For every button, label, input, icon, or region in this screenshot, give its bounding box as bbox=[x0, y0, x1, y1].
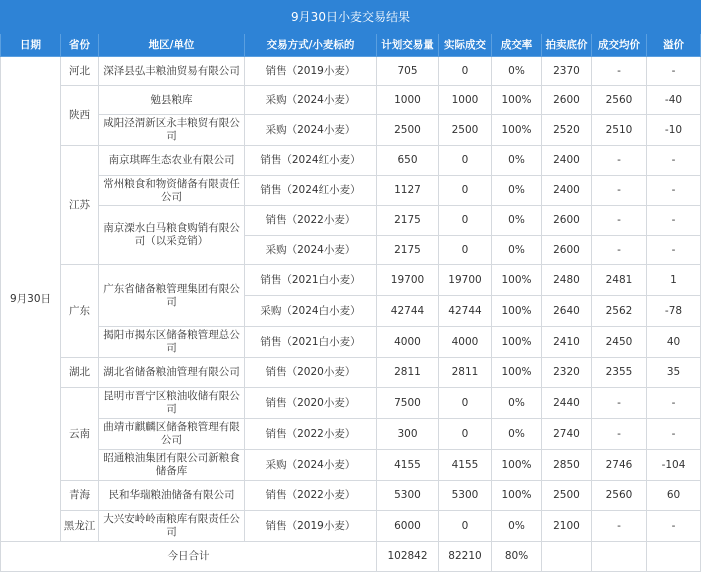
unit-cell: 大兴安岭岭南粮库有限责任公司 bbox=[99, 511, 245, 542]
table-title: 9月30日小麦交易结果 bbox=[1, 1, 701, 34]
avg-cell: 2746 bbox=[592, 450, 647, 481]
rate-cell: 100% bbox=[492, 265, 542, 296]
method-cell: 采购（2024小麦） bbox=[245, 450, 377, 481]
table-row bbox=[1, 511, 701, 542]
plan-cell: 2811 bbox=[377, 358, 439, 388]
plan-cell: 7500 bbox=[377, 388, 439, 419]
unit-cell: 南京溧水白马粮食购销有限公司（以采竞销） bbox=[99, 206, 245, 265]
avg-cell: 2562 bbox=[592, 296, 647, 327]
avg-cell: - bbox=[592, 206, 647, 236]
premium-cell: 35 bbox=[647, 358, 701, 388]
avg-cell: - bbox=[592, 57, 647, 86]
plan-cell: 2175 bbox=[377, 206, 439, 236]
header-date: 日期 bbox=[1, 34, 61, 57]
floor-cell: 2370 bbox=[542, 57, 592, 86]
premium-cell: 1 bbox=[647, 265, 701, 296]
actual-cell: 42744 bbox=[439, 296, 492, 327]
method-cell: 销售（2024红小麦） bbox=[245, 146, 377, 176]
method-cell: 采购（2024小麦） bbox=[245, 86, 377, 115]
unit-cell: 曲靖市麒麟区储备粮管理有限公司 bbox=[99, 419, 245, 450]
premium-cell: - bbox=[647, 388, 701, 419]
header-row bbox=[1, 34, 701, 57]
total-plan: 102842 bbox=[377, 542, 439, 572]
unit-cell: 勉县粮库 bbox=[99, 86, 245, 115]
province-cell: 河北 bbox=[61, 57, 99, 86]
header-unit: 地区/单位 bbox=[99, 34, 245, 57]
unit-cell: 咸阳泾渭新区永丰粮贸有限公司 bbox=[99, 115, 245, 146]
floor-cell: 2600 bbox=[542, 86, 592, 115]
table-row bbox=[1, 327, 701, 358]
actual-cell: 4000 bbox=[439, 327, 492, 358]
total-empty bbox=[542, 542, 592, 572]
method-cell: 销售（2021白小麦） bbox=[245, 327, 377, 358]
floor-cell: 2400 bbox=[542, 176, 592, 206]
avg-cell: 2450 bbox=[592, 327, 647, 358]
rate-cell: 100% bbox=[492, 115, 542, 146]
total-rate: 80% bbox=[492, 542, 542, 572]
floor-cell: 2640 bbox=[542, 296, 592, 327]
unit-cell: 广东省储备粮管理集团有限公司 bbox=[99, 265, 245, 327]
floor-cell: 2600 bbox=[542, 236, 592, 265]
actual-cell: 0 bbox=[439, 57, 492, 86]
floor-cell: 2100 bbox=[542, 511, 592, 542]
rate-cell: 0% bbox=[492, 57, 542, 86]
rate-cell: 0% bbox=[492, 388, 542, 419]
actual-cell: 4155 bbox=[439, 450, 492, 481]
method-cell: 销售（2021白小麦） bbox=[245, 265, 377, 296]
title-row bbox=[1, 1, 701, 34]
table-row bbox=[1, 86, 701, 115]
plan-cell: 300 bbox=[377, 419, 439, 450]
plan-cell: 4000 bbox=[377, 327, 439, 358]
avg-cell: - bbox=[592, 511, 647, 542]
actual-cell: 0 bbox=[439, 388, 492, 419]
avg-cell: - bbox=[592, 388, 647, 419]
province-cell: 广东 bbox=[61, 265, 99, 358]
floor-cell: 2410 bbox=[542, 327, 592, 358]
premium-cell: -104 bbox=[647, 450, 701, 481]
rate-cell: 0% bbox=[492, 419, 542, 450]
header-floor: 拍卖底价 bbox=[542, 34, 592, 57]
avg-cell: - bbox=[592, 146, 647, 176]
premium-cell: -40 bbox=[647, 86, 701, 115]
floor-cell: 2850 bbox=[542, 450, 592, 481]
method-cell: 销售（2022小麦） bbox=[245, 419, 377, 450]
province-cell: 青海 bbox=[61, 481, 99, 511]
unit-cell: 湖北省储备粮油管理有限公司 bbox=[99, 358, 245, 388]
total-empty bbox=[647, 542, 701, 572]
header-plan: 计划交易量 bbox=[377, 34, 439, 57]
avg-cell: 2481 bbox=[592, 265, 647, 296]
avg-cell: 2560 bbox=[592, 86, 647, 115]
plan-cell: 2500 bbox=[377, 115, 439, 146]
unit-cell: 昭通粮油集团有限公司新粮食储备库 bbox=[99, 450, 245, 481]
province-cell: 云南 bbox=[61, 388, 99, 481]
province-cell: 陕西 bbox=[61, 86, 99, 146]
actual-cell: 0 bbox=[439, 176, 492, 206]
floor-cell: 2480 bbox=[542, 265, 592, 296]
total-actual: 82210 bbox=[439, 542, 492, 572]
avg-cell: 2560 bbox=[592, 481, 647, 511]
header-avg: 成交均价 bbox=[592, 34, 647, 57]
method-cell: 销售（2020小麦） bbox=[245, 388, 377, 419]
avg-cell: - bbox=[592, 176, 647, 206]
method-cell: 销售（2020小麦） bbox=[245, 358, 377, 388]
plan-cell: 705 bbox=[377, 57, 439, 86]
header-rate: 成交率 bbox=[492, 34, 542, 57]
header-province: 省份 bbox=[61, 34, 99, 57]
table-row bbox=[1, 206, 701, 236]
floor-cell: 2440 bbox=[542, 388, 592, 419]
premium-cell: -10 bbox=[647, 115, 701, 146]
province-cell: 江苏 bbox=[61, 146, 99, 265]
avg-cell: 2510 bbox=[592, 115, 647, 146]
table-row bbox=[1, 146, 701, 176]
actual-cell: 2500 bbox=[439, 115, 492, 146]
unit-cell: 昆明市晋宁区粮油收储有限公司 bbox=[99, 388, 245, 419]
method-cell: 采购（2024小麦） bbox=[245, 236, 377, 265]
method-cell: 销售（2019小麦） bbox=[245, 511, 377, 542]
province-cell: 黑龙江 bbox=[61, 511, 99, 542]
floor-cell: 2600 bbox=[542, 206, 592, 236]
unit-cell: 常州粮食和物资储备有限责任公司 bbox=[99, 176, 245, 206]
rate-cell: 0% bbox=[492, 511, 542, 542]
avg-cell: - bbox=[592, 236, 647, 265]
rate-cell: 100% bbox=[492, 86, 542, 115]
province-cell: 湖北 bbox=[61, 358, 99, 388]
rate-cell: 0% bbox=[492, 236, 542, 265]
actual-cell: 0 bbox=[439, 146, 492, 176]
premium-cell: - bbox=[647, 176, 701, 206]
plan-cell: 1127 bbox=[377, 176, 439, 206]
actual-cell: 0 bbox=[439, 236, 492, 265]
method-cell: 采购（2024白小麦） bbox=[245, 296, 377, 327]
unit-cell: 民和华瑞粮油储备有限公司 bbox=[99, 481, 245, 511]
unit-cell: 深泽县弘丰粮油贸易有限公司 bbox=[99, 57, 245, 86]
premium-cell: - bbox=[647, 511, 701, 542]
avg-cell: - bbox=[592, 419, 647, 450]
premium-cell: - bbox=[647, 57, 701, 86]
unit-cell: 揭阳市揭东区储备粮管理总公司 bbox=[99, 327, 245, 358]
premium-cell: - bbox=[647, 206, 701, 236]
method-cell: 采购（2024小麦） bbox=[245, 115, 377, 146]
actual-cell: 0 bbox=[439, 419, 492, 450]
plan-cell: 42744 bbox=[377, 296, 439, 327]
rate-cell: 0% bbox=[492, 146, 542, 176]
method-cell: 销售（2019小麦） bbox=[245, 57, 377, 86]
unit-cell: 南京琪晖生态农业有限公司 bbox=[99, 146, 245, 176]
premium-cell: 40 bbox=[647, 327, 701, 358]
plan-cell: 2175 bbox=[377, 236, 439, 265]
plan-cell: 6000 bbox=[377, 511, 439, 542]
actual-cell: 1000 bbox=[439, 86, 492, 115]
floor-cell: 2500 bbox=[542, 481, 592, 511]
table-row bbox=[1, 358, 701, 388]
table-row bbox=[1, 176, 701, 206]
rate-cell: 100% bbox=[492, 327, 542, 358]
rate-cell: 100% bbox=[492, 481, 542, 511]
premium-cell: - bbox=[647, 236, 701, 265]
rate-cell: 0% bbox=[492, 206, 542, 236]
method-cell: 销售（2024红小麦） bbox=[245, 176, 377, 206]
avg-cell: 2355 bbox=[592, 358, 647, 388]
floor-cell: 2740 bbox=[542, 419, 592, 450]
table-row bbox=[1, 265, 701, 296]
actual-cell: 5300 bbox=[439, 481, 492, 511]
header-actual: 实际成交 bbox=[439, 34, 492, 57]
date-cell: 9月30日 bbox=[1, 57, 61, 542]
premium-cell: - bbox=[647, 419, 701, 450]
actual-cell: 2811 bbox=[439, 358, 492, 388]
premium-cell: 60 bbox=[647, 481, 701, 511]
actual-cell: 0 bbox=[439, 206, 492, 236]
premium-cell: - bbox=[647, 146, 701, 176]
floor-cell: 2320 bbox=[542, 358, 592, 388]
plan-cell: 1000 bbox=[377, 86, 439, 115]
table-row bbox=[1, 388, 701, 419]
floor-cell: 2400 bbox=[542, 146, 592, 176]
table-row bbox=[1, 419, 701, 450]
rate-cell: 100% bbox=[492, 358, 542, 388]
rate-cell: 100% bbox=[492, 296, 542, 327]
header-premium: 溢价 bbox=[647, 34, 701, 57]
total-label: 今日合计 bbox=[1, 542, 377, 572]
total-empty bbox=[592, 542, 647, 572]
plan-cell: 5300 bbox=[377, 481, 439, 511]
table-row bbox=[1, 115, 701, 146]
table-row bbox=[1, 450, 701, 481]
floor-cell: 2520 bbox=[542, 115, 592, 146]
table-row bbox=[1, 57, 701, 86]
header-method: 交易方式/小麦标的 bbox=[245, 34, 377, 57]
table-row bbox=[1, 481, 701, 511]
premium-cell: -78 bbox=[647, 296, 701, 327]
plan-cell: 19700 bbox=[377, 265, 439, 296]
plan-cell: 4155 bbox=[377, 450, 439, 481]
total-row bbox=[1, 542, 701, 572]
rate-cell: 100% bbox=[492, 450, 542, 481]
actual-cell: 19700 bbox=[439, 265, 492, 296]
method-cell: 销售（2022小麦） bbox=[245, 206, 377, 236]
actual-cell: 0 bbox=[439, 511, 492, 542]
plan-cell: 650 bbox=[377, 146, 439, 176]
rate-cell: 0% bbox=[492, 176, 542, 206]
method-cell: 销售（2022小麦） bbox=[245, 481, 377, 511]
